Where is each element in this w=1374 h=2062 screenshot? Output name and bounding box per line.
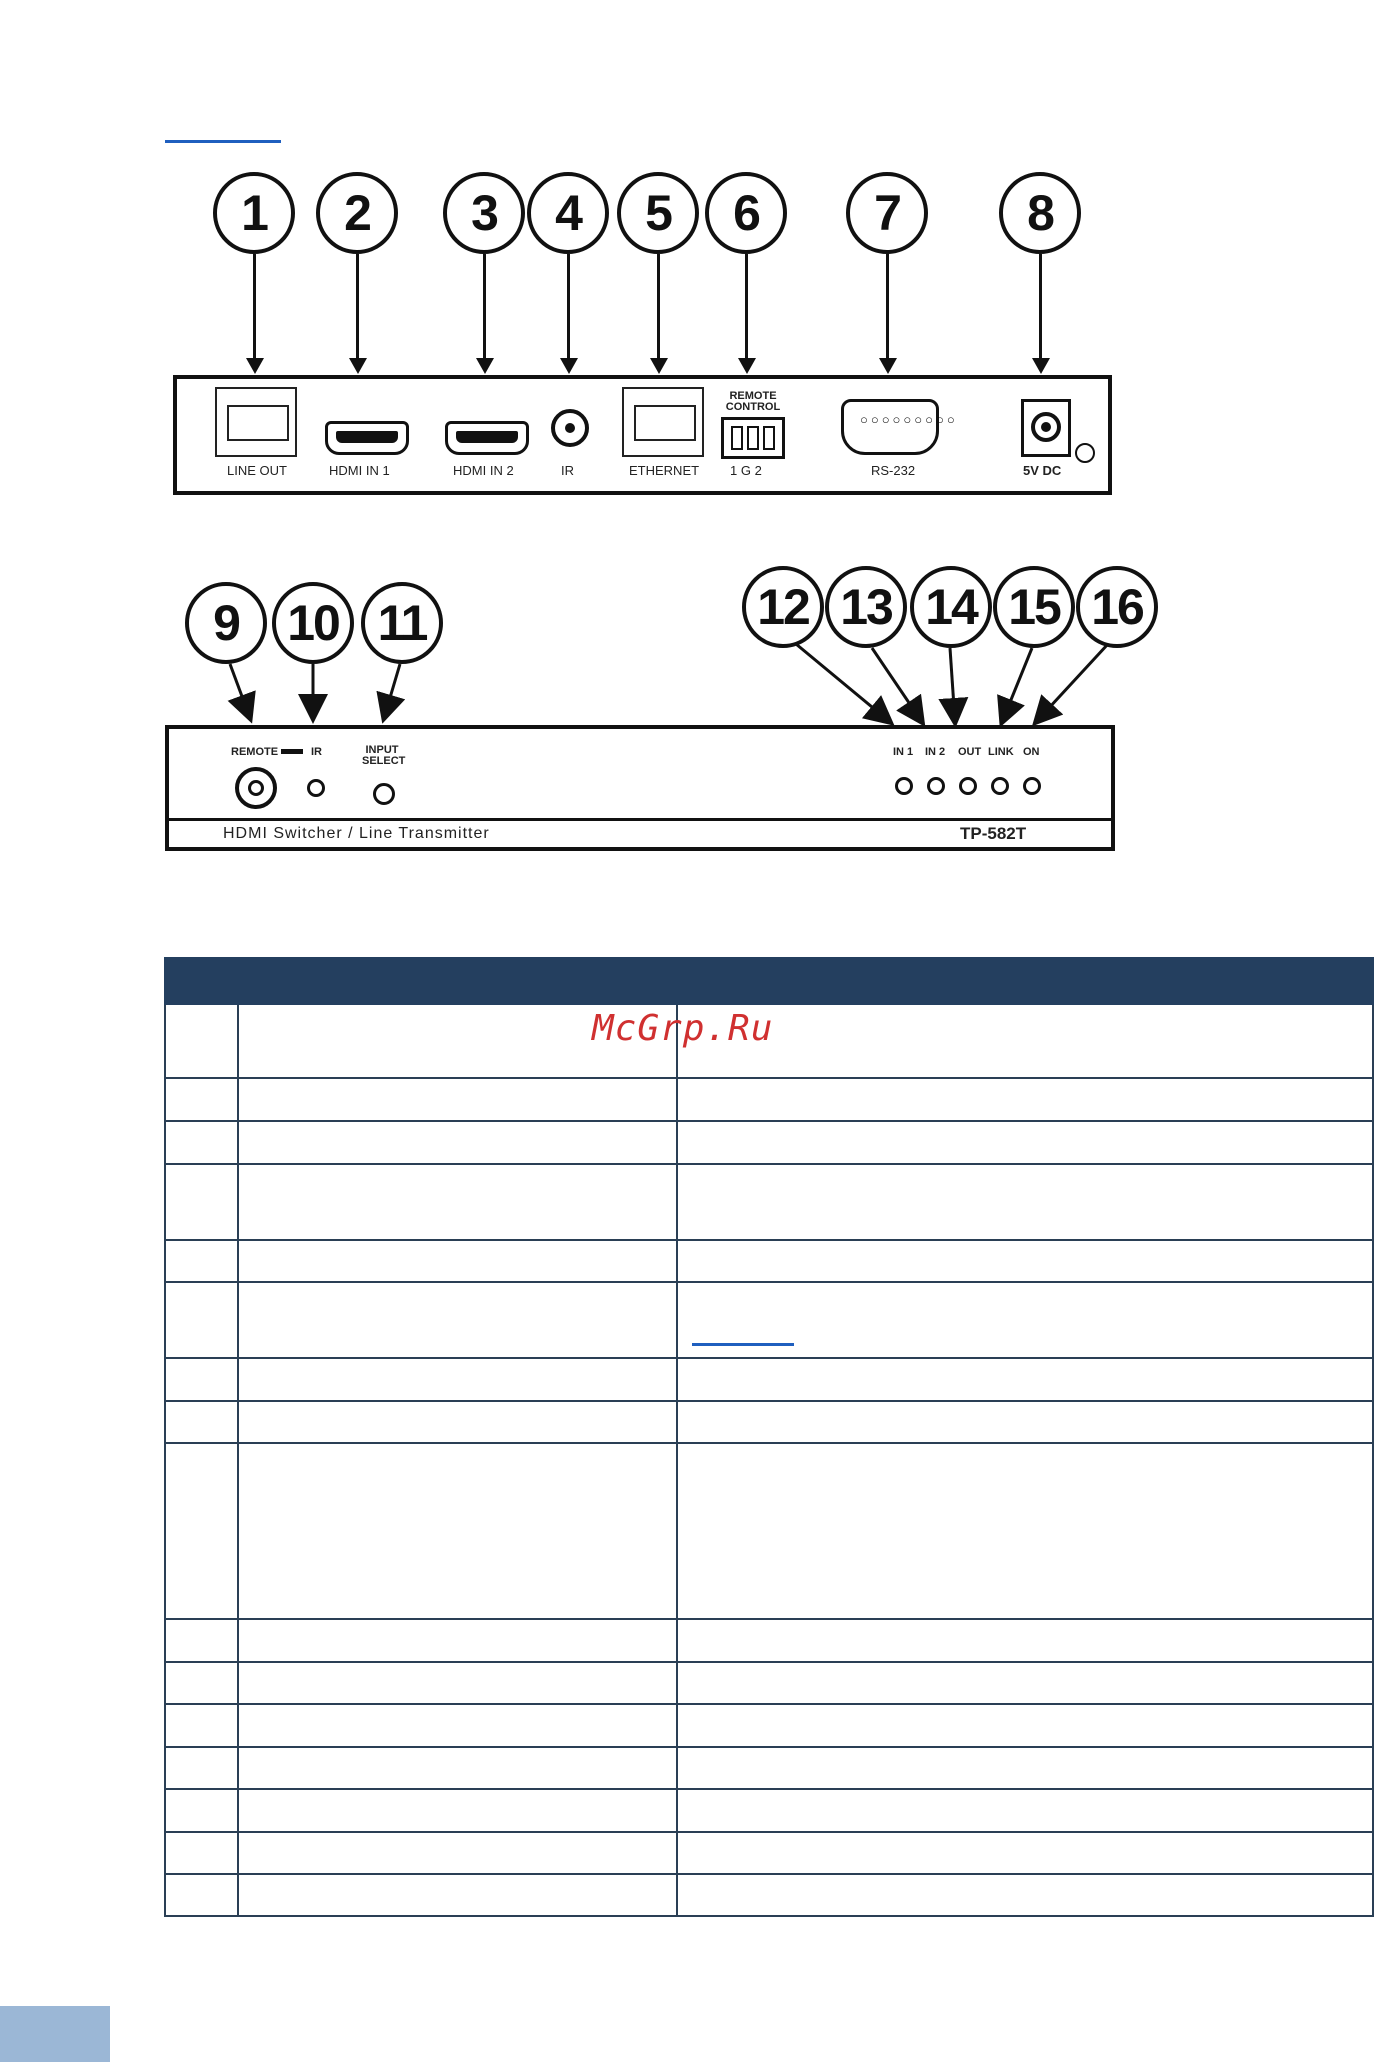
rear-panel bbox=[165, 725, 1115, 851]
callout-8: 8 bbox=[999, 172, 1081, 254]
in2-led-label: IN 2 bbox=[925, 746, 946, 758]
feature-table bbox=[164, 957, 1374, 1917]
callout-1: 1 bbox=[213, 172, 295, 254]
callout-12: 12 bbox=[742, 566, 824, 648]
input-select-button[interactable] bbox=[373, 783, 395, 805]
ir-sensor bbox=[307, 779, 325, 797]
line-out-label: LINE OUT bbox=[227, 463, 287, 478]
header-number bbox=[165, 958, 238, 1004]
table-row bbox=[165, 1789, 1373, 1832]
arrow-11 bbox=[384, 664, 400, 718]
out-led-label: OUT bbox=[958, 746, 982, 758]
table-header-row bbox=[165, 958, 1373, 1004]
input-select-label: INPUT SELECT bbox=[362, 744, 406, 767]
table-row bbox=[165, 1401, 1373, 1443]
watermark: McGrp.Ru bbox=[592, 1008, 774, 1049]
arrow-16 bbox=[1036, 644, 1108, 722]
ir-label: IR bbox=[561, 463, 574, 478]
table-row bbox=[165, 1662, 1373, 1704]
remote-label: REMOTE bbox=[231, 746, 279, 758]
link-led-label: LINK bbox=[988, 746, 1014, 758]
callout-7: 7 bbox=[846, 172, 928, 254]
arrow-9 bbox=[230, 664, 250, 718]
power-label: 5V DC bbox=[1023, 463, 1062, 478]
in1-led-label: IN 1 bbox=[893, 746, 914, 758]
table-row bbox=[165, 1747, 1373, 1789]
remote-jack bbox=[235, 767, 277, 809]
callout-13: 13 bbox=[825, 566, 907, 648]
ir-label-rear: IR bbox=[311, 746, 322, 758]
on-led-label: ON bbox=[1023, 746, 1040, 758]
table-row bbox=[165, 1704, 1373, 1747]
arrow-14 bbox=[950, 648, 955, 722]
table-row bbox=[165, 1121, 1373, 1164]
callout-14: 14 bbox=[910, 566, 992, 648]
table-row bbox=[165, 1443, 1373, 1619]
table-row bbox=[165, 1164, 1373, 1240]
callout-9: 9 bbox=[185, 582, 267, 664]
callout-15: 15 bbox=[993, 566, 1075, 648]
callout-10: 10 bbox=[272, 582, 354, 664]
callout-5: 5 bbox=[617, 172, 699, 254]
terminal-pins-label: 1 G 2 bbox=[730, 463, 762, 478]
header-feature bbox=[238, 958, 677, 1004]
callout-16: 16 bbox=[1076, 566, 1158, 648]
ethernet-label: ETHERNET bbox=[629, 463, 700, 478]
panel-bottom-strip bbox=[169, 818, 1111, 847]
out-led bbox=[959, 777, 977, 795]
callout-6: 6 bbox=[705, 172, 787, 254]
arrow-13 bbox=[872, 648, 922, 722]
hdmi-in-2-label: HDMI IN 2 bbox=[453, 463, 514, 478]
on-led bbox=[1023, 777, 1041, 795]
table-row bbox=[165, 1078, 1373, 1121]
table-row bbox=[165, 1874, 1373, 1916]
callout-4: 4 bbox=[527, 172, 609, 254]
arrow-15 bbox=[1002, 648, 1032, 722]
rs232-port: ○○○○○○○○○ bbox=[841, 399, 939, 455]
table-row bbox=[165, 1358, 1373, 1401]
callout-3: 3 bbox=[443, 172, 525, 254]
table-row bbox=[165, 1619, 1373, 1662]
hdmi-in-1-label: HDMI IN 1 bbox=[329, 463, 390, 478]
panel-diagram bbox=[0, 0, 1374, 900]
in1-led bbox=[895, 777, 913, 795]
table-row bbox=[165, 1240, 1373, 1282]
header-function bbox=[677, 958, 1373, 1004]
link-led bbox=[991, 777, 1009, 795]
table-row bbox=[165, 1282, 1373, 1358]
in2-led bbox=[927, 777, 945, 795]
product-name: HDMI Switcher / Line Transmitter bbox=[223, 825, 490, 842]
table-row bbox=[165, 1832, 1373, 1874]
cross-reference-link[interactable] bbox=[692, 1343, 794, 1346]
remote-control-label: REMOTE CONTROL bbox=[725, 390, 781, 413]
callout-11: 11 bbox=[361, 582, 443, 664]
page-footer-tab bbox=[0, 2006, 110, 2062]
model-number: TP-582T bbox=[960, 824, 1027, 843]
rs232-label: RS-232 bbox=[871, 463, 916, 478]
callout-2: 2 bbox=[316, 172, 398, 254]
remote-ir-separator bbox=[281, 749, 303, 754]
